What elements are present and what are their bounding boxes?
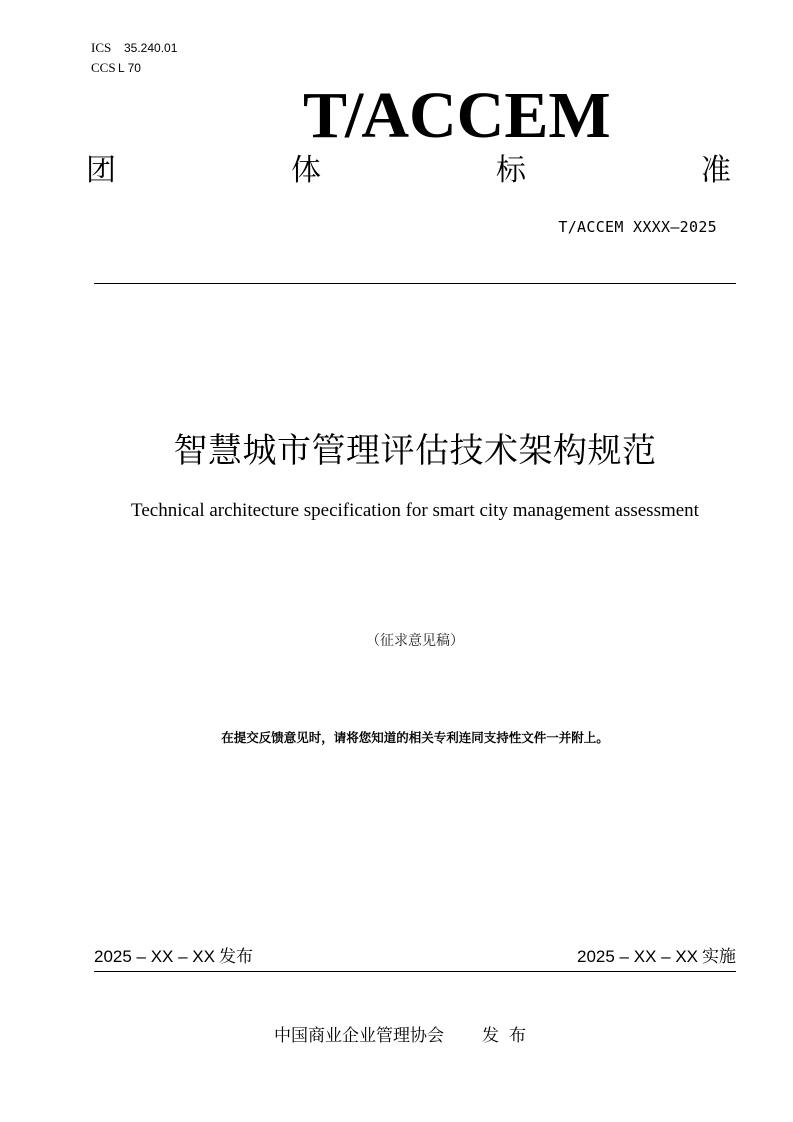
publisher [0,1024,793,1048]
implement-date-label: 实施 [702,947,736,967]
ics-value: 35.240.01 [124,41,178,55]
ccs-value: L 70 [118,61,141,75]
footer-divider [94,971,736,972]
header-divider [94,283,736,284]
standard-type-char: 准 [701,153,731,188]
document-title-english: Technical architecture specification for smart city management assessment [131,500,699,521]
standard-type-char: 团 [86,153,116,188]
patent-notice: 在提交反馈意见时，请将您知道的相关专利连同支持性文件一并附上。 [221,730,609,745]
ccs-label: CCS [91,60,116,75]
ics-label: ICS [91,40,112,55]
ics-code [91,38,177,58]
standard-type [86,153,731,189]
standard-mark-org: ACCEM [361,79,611,152]
publisher-name: 中国商业企业管理协会 [274,1026,444,1046]
standard-type-char: 标 [496,153,526,188]
publisher-action: 发布 [482,1026,536,1046]
implement-date [577,945,736,969]
publish-date [94,945,253,969]
standard-number: T/ACCEM XXXX—2025 [558,218,717,236]
date-row [94,945,736,969]
standard-mark-prefix: T/ [303,79,362,152]
publish-date-value: 2025 – XX – XX [94,947,215,966]
draft-status: （征求意见稿） [366,633,464,649]
publish-date-label: 发布 [218,947,253,967]
standard-mark [303,78,611,154]
implement-date-value: 2025 – XX – XX [577,947,698,966]
ccs-code [91,58,177,78]
document-title-chinese: 智慧城市管理评估技术架构规范 [173,431,657,471]
standard-type-char: 体 [291,153,321,188]
classification-codes [91,38,177,78]
